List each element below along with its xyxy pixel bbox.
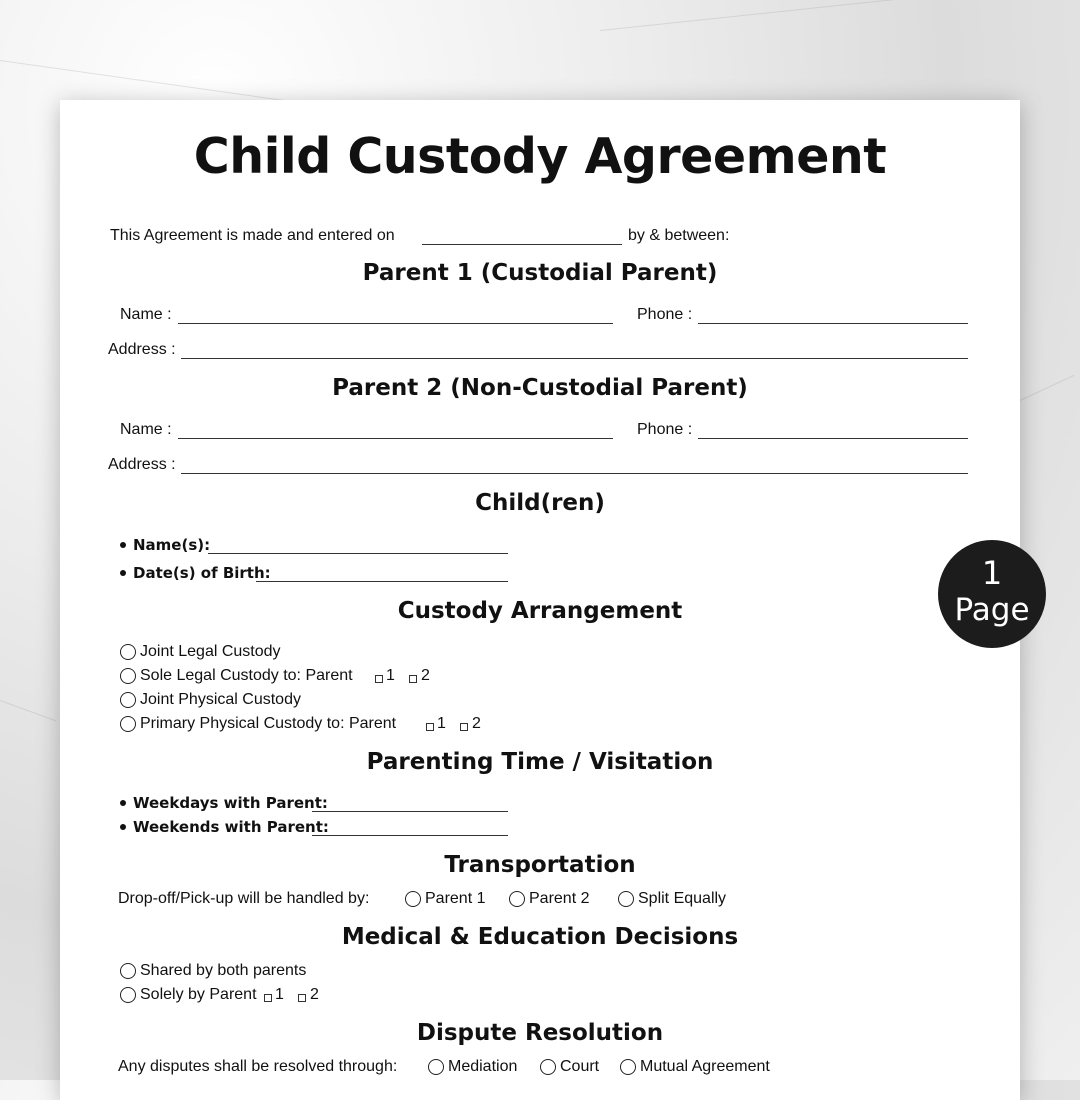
sole-legal-parent2-checkbox[interactable] [409,675,417,683]
weekdays-label: Weekdays with Parent: [133,794,328,812]
choice-1-label: 1 [386,667,395,684]
parent1-phone-label: Phone : [637,306,693,323]
dispute-radio-mutual[interactable] [620,1059,636,1075]
dispute-radio-court[interactable] [540,1059,556,1075]
parent2-name-label: Name : [120,421,172,438]
primary-physical-parent2-checkbox[interactable] [460,723,468,731]
custody-option-label: Joint Physical Custody [140,691,301,708]
dispute-label: Any disputes shall be resolved through: [118,1058,398,1075]
weekdays-field[interactable] [312,811,508,812]
medical-radio-shared[interactable] [120,963,136,979]
choice-1-label: 1 [437,715,446,732]
transport-option-label: Parent 1 [425,890,486,907]
document-title: Child Custody Agreement [193,128,887,185]
children-names-field[interactable] [208,553,508,554]
parent1-heading: Parent 1 (Custodial Parent) [362,260,718,286]
parent1-phone-field[interactable] [698,323,968,324]
bullet-icon [120,800,126,806]
custody-radio-primary-physical[interactable] [120,716,136,732]
choice-2-label: 2 [310,986,319,1003]
children-names-label: Name(s): [133,536,211,554]
children-heading: Child(ren) [475,490,605,516]
weekends-label: Weekends with Parent: [133,818,329,836]
children-dob-field[interactable] [256,581,508,582]
parent1-address-field[interactable] [181,358,968,359]
dispute-heading: Dispute Resolution [416,1020,664,1046]
children-dob-label: Date(s) of Birth: [133,564,271,582]
parent2-name-field[interactable] [178,438,613,439]
medical-option-label: Solely by Parent [140,986,257,1003]
custody-option-label: Joint Legal Custody [140,643,281,660]
marble-vein [1020,375,1075,401]
dispute-option-label: Mediation [448,1058,518,1075]
page-count-number: 1 [981,554,1003,592]
custody-heading: Custody Arrangement [397,598,683,624]
bullet-icon [120,824,126,830]
sole-legal-parent1-checkbox[interactable] [375,675,383,683]
intro-text-end: by & between: [628,227,730,244]
medical-radio-solely[interactable] [120,987,136,1003]
parent2-phone-label: Phone : [637,421,693,438]
custody-radio-joint-legal[interactable] [120,644,136,660]
medical-option-label: Shared by both parents [140,962,307,979]
parent2-heading: Parent 2 (Non-Custodial Parent) [332,375,748,401]
dispute-option-label: Court [560,1058,600,1075]
intro-text: This Agreement is made and entered on [110,227,395,244]
document-page [60,100,1020,1100]
transport-option-label: Parent 2 [529,890,590,907]
parenting-heading: Parenting Time / Visitation [366,749,714,775]
parent1-name-field[interactable] [178,323,613,324]
choice-2-label: 2 [472,715,481,732]
parent2-phone-field[interactable] [698,438,968,439]
custody-radio-joint-physical[interactable] [120,692,136,708]
transport-radio-parent1[interactable] [405,891,421,907]
agreement-date-line[interactable] [422,244,622,245]
medical-parent2-checkbox[interactable] [298,994,306,1002]
transport-heading: Transportation [444,852,636,878]
choice-1-label: 1 [275,986,284,1003]
transport-radio-parent2[interactable] [509,891,525,907]
bullet-icon [120,542,126,548]
parent1-address-label: Address : [108,341,176,358]
custody-option-label: Primary Physical Custody to: Parent [140,715,397,732]
custody-radio-sole-legal[interactable] [120,668,136,684]
transport-option-label: Split Equally [638,890,727,907]
marble-vein [600,0,1077,31]
dispute-option-label: Mutual Agreement [640,1058,770,1075]
medical-heading: Medical & Education Decisions [341,924,739,950]
parent1-name-label: Name : [120,306,172,323]
dispute-radio-mediation[interactable] [428,1059,444,1075]
medical-parent1-checkbox[interactable] [264,994,272,1002]
bullet-icon [120,570,126,576]
page-count-label: Page [954,592,1030,628]
choice-2-label: 2 [421,667,430,684]
primary-physical-parent1-checkbox[interactable] [426,723,434,731]
transport-radio-split[interactable] [618,891,634,907]
custody-option-label: Sole Legal Custody to: Parent [140,667,353,684]
parent2-address-field[interactable] [181,473,968,474]
page-count-badge [938,540,1046,648]
marble-vein [0,700,57,721]
parent2-address-label: Address : [108,456,176,473]
transport-label: Drop-off/Pick-up will be handled by: [118,890,370,907]
weekends-field[interactable] [312,835,508,836]
